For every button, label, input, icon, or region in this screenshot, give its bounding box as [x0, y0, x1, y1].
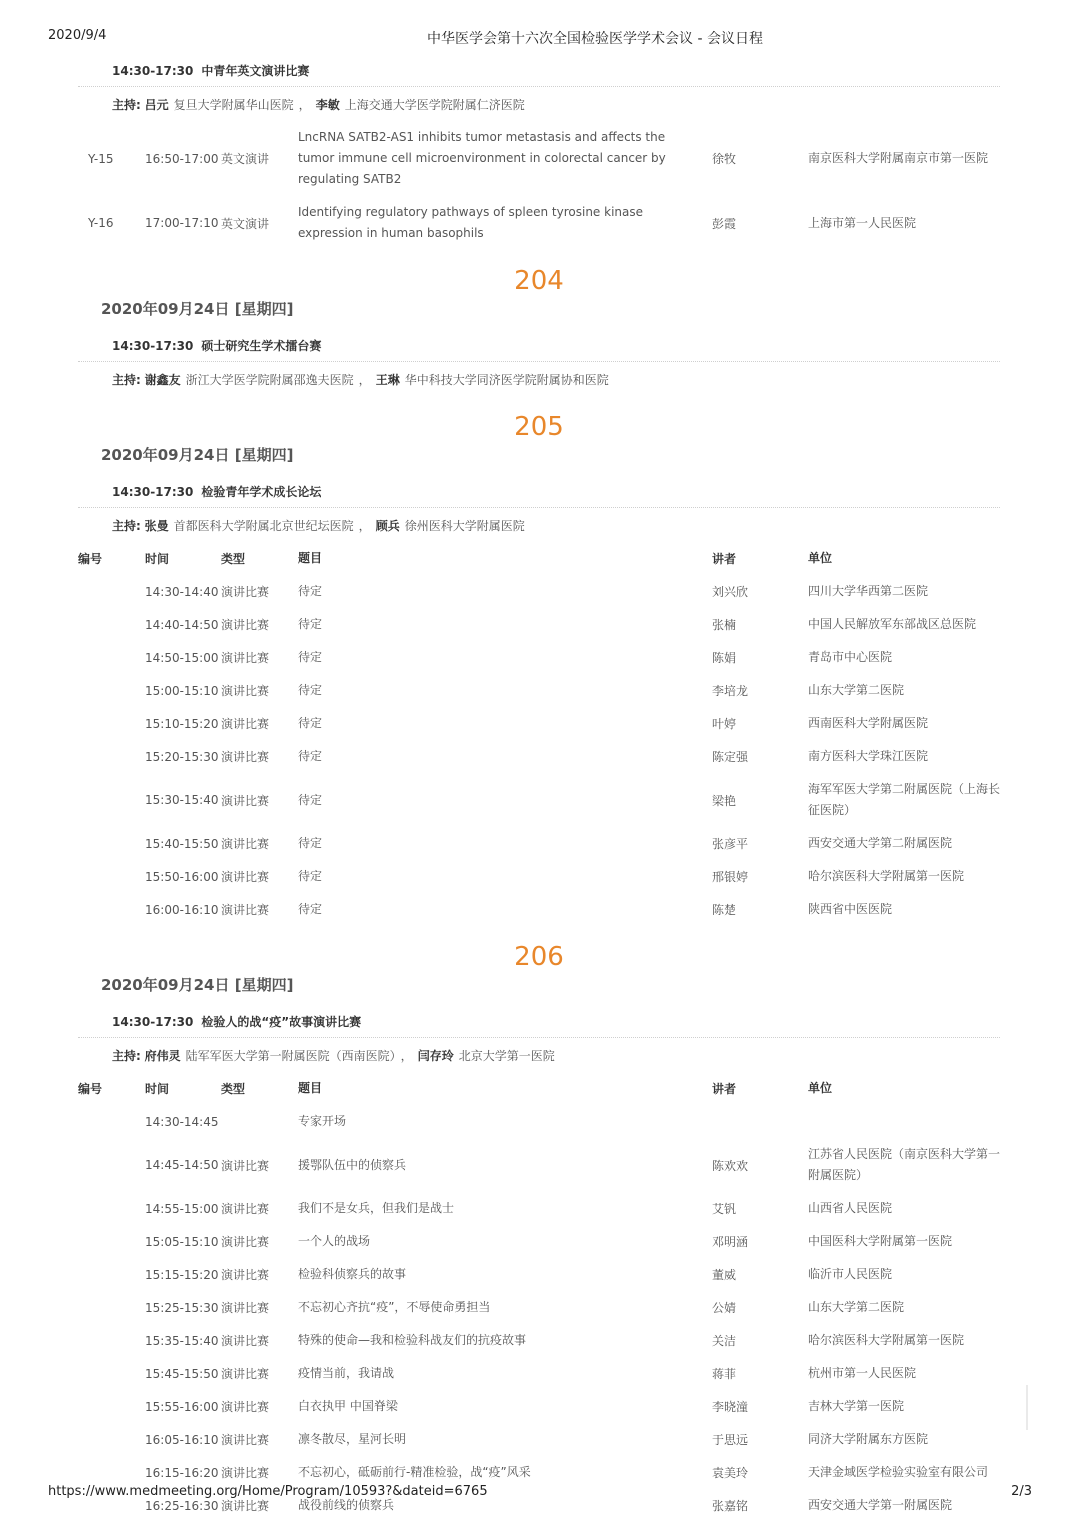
- cell-title: 待定: [298, 617, 323, 631]
- cell-time: 14:55-15:00: [145, 1201, 219, 1216]
- session-hosts: [78, 1038, 1000, 1072]
- session-name: 检验青年学术成长论坛: [201, 485, 322, 499]
- session-hosts: [78, 362, 1000, 396]
- cell-type: 演讲比赛: [221, 750, 270, 764]
- cell-unit: 南京医科大学附属南京市第一医院: [808, 151, 989, 165]
- column-header-unit: 单位: [808, 1081, 833, 1095]
- cell-type: 演讲比赛: [221, 1158, 270, 1173]
- cell-id: [78, 1423, 145, 1456]
- cell-id: [78, 1138, 145, 1192]
- cell-id: [78, 893, 145, 926]
- cell-type: 演讲比赛: [221, 1466, 270, 1480]
- host-name: 府伟灵: [144, 1049, 181, 1063]
- cell-unit: [808, 1105, 1000, 1138]
- table-row: [78, 196, 1000, 250]
- cell-time: 14:50-15:00: [145, 650, 219, 665]
- cell-speaker: 张彦平: [712, 837, 749, 851]
- cell-unit: 同济大学附属东方医院: [808, 1432, 929, 1446]
- cell-type: 演讲比赛: [221, 793, 270, 808]
- host-label: 主持:: [112, 98, 141, 112]
- cell-type: 演讲比赛: [221, 585, 270, 599]
- cell-time: 15:10-15:20: [145, 716, 219, 731]
- cell-speaker: 叶婷: [712, 717, 737, 731]
- cell-speaker: 陈楚: [712, 903, 737, 917]
- cell-time: 14:30-14:40: [145, 584, 219, 599]
- session-header: [78, 331, 1000, 362]
- cell-time: 14:30-14:45: [145, 1114, 219, 1129]
- cell-speaker: 关洁: [712, 1334, 737, 1348]
- cell-title: 待定: [298, 749, 323, 763]
- host-separator: ，: [298, 98, 311, 112]
- schedule-table: [78, 1072, 1000, 1522]
- cell-unit: 山西省人民医院: [808, 1201, 893, 1215]
- table-row: [78, 1192, 1000, 1225]
- cell-id: [78, 1357, 145, 1390]
- cell-type: 演讲比赛: [221, 870, 270, 884]
- cell-title: 我们不是女兵，但我们是战士: [298, 1201, 455, 1215]
- cell-time: 14:40-14:50: [145, 617, 219, 632]
- cell-speaker: 公婧: [712, 1301, 737, 1315]
- cell-id: [78, 1192, 145, 1225]
- session-name: 中青年英文演讲比赛: [201, 64, 310, 78]
- session-name: 检验人的战“疫”故事演讲比赛: [201, 1015, 362, 1029]
- host-label: 主持:: [112, 373, 141, 387]
- cell-type: 英文演讲: [221, 152, 270, 166]
- cell-title: 援鄂队伍中的侦察兵: [298, 1157, 407, 1172]
- cell-time: 15:05-15:10: [145, 1234, 219, 1249]
- host-org: 上海交通大学医学院附属仁济医院: [344, 98, 525, 112]
- cell-unit: 中国人民解放军东部战区总医院: [808, 617, 977, 631]
- cell-speaker: 邢银婷: [712, 870, 749, 884]
- cell-speaker: [712, 1105, 808, 1138]
- cell-id: [78, 740, 145, 773]
- cell-id: [78, 1291, 145, 1324]
- cell-time: 15:20-15:30: [145, 749, 219, 764]
- cell-unit: 陕西省中医医院: [808, 902, 893, 916]
- column-header-id: 编号: [78, 552, 103, 566]
- cell-speaker: 陈娟: [712, 651, 737, 665]
- cell-type: 演讲比赛: [221, 837, 270, 851]
- host-org: 复旦大学附属华山医院: [173, 98, 294, 112]
- cell-title: 待定: [298, 792, 323, 807]
- cell-title: 待定: [298, 869, 323, 883]
- table-header-row: [78, 542, 1000, 575]
- cell-type: 演讲比赛: [221, 1367, 270, 1381]
- host-org: 浙江大学医学院附属邵逸夫医院: [185, 373, 354, 387]
- column-header-title: 题目: [298, 551, 323, 565]
- cell-unit: 江苏省人民医院（南京医科大学第一附属医院）: [808, 1147, 1001, 1182]
- cell-unit: 南方医科大学珠江医院: [808, 749, 929, 763]
- cell-type: 演讲比赛: [221, 684, 270, 698]
- cell-unit: 西南医科大学附属医院: [808, 716, 929, 730]
- cell-type: 演讲比赛: [221, 651, 270, 665]
- host-name: 谢鑫友: [144, 373, 181, 387]
- column-header-id: 编号: [78, 1082, 103, 1096]
- cell-type: 演讲比赛: [221, 903, 270, 917]
- cell-speaker: 李晓潼: [712, 1400, 749, 1414]
- document-title: 中华医学会第十六次全国检验医学学术会议 - 会议日程: [427, 31, 763, 47]
- table-row: [78, 575, 1000, 608]
- cell-type: 演讲比赛: [221, 1235, 270, 1249]
- cell-type: 演讲比赛: [221, 717, 270, 731]
- cell-id: [78, 773, 145, 827]
- session-date: 2020年09月24日 [星期四]: [101, 300, 294, 318]
- session-time: 14:30-17:30: [112, 1015, 194, 1029]
- cell-id: Y-15: [88, 151, 114, 166]
- cell-type: 演讲比赛: [221, 1202, 270, 1216]
- host-name: 闫存玲: [417, 1049, 454, 1063]
- cell-speaker: 艾钒: [712, 1202, 737, 1216]
- cell-title: 不忘初心，砥砺前行-精准检验，战“疫”风采: [298, 1465, 531, 1479]
- cell-speaker: 陈定强: [712, 750, 749, 764]
- cell-id: [78, 860, 145, 893]
- cell-time: 15:35-15:40: [145, 1333, 219, 1348]
- cell-speaker: 邓明涵: [712, 1235, 749, 1249]
- cell-time: 16:25-16:30: [145, 1498, 219, 1513]
- session-header: [78, 1007, 1000, 1038]
- table-row: [78, 740, 1000, 773]
- scrollbar-mark: [1026, 1385, 1028, 1430]
- column-header-unit: 单位: [808, 551, 833, 565]
- table-row: [78, 1357, 1000, 1390]
- table-row: [78, 1138, 1000, 1192]
- cell-title: 待定: [298, 902, 323, 916]
- host-separator: ，: [358, 373, 371, 387]
- cell-speaker: 于思远: [712, 1433, 749, 1447]
- table-row: [78, 893, 1000, 926]
- cell-id: Y-16: [88, 216, 114, 230]
- host-label: 主持:: [112, 519, 141, 533]
- column-header-type: 类型: [221, 552, 246, 566]
- print-date: 2020/9/4: [48, 28, 107, 43]
- host-name: 顾兵: [375, 519, 400, 533]
- cell-time: 15:15-15:20: [145, 1267, 219, 1282]
- cell-title: 待定: [298, 650, 323, 664]
- session-time: 14:30-17:30: [112, 64, 194, 78]
- cell-time: 14:45-14:50: [145, 1158, 219, 1172]
- cell-title: LncRNA SATB2-AS1 inhibits tumor metastasis and affects the tumor immune cell microenvironment in colorectal cancer by regulating SATB2: [298, 130, 666, 186]
- host-org: 华中科技大学同济医学院附属协和医院: [404, 373, 609, 387]
- cell-speaker: 袁美玲: [712, 1466, 749, 1480]
- cell-type: 演讲比赛: [221, 1334, 270, 1348]
- cell-unit: 天津金域医学检验实验室有限公司: [808, 1465, 989, 1479]
- schedule-table: [78, 121, 1000, 250]
- page-url[interactable]: https://www.medmeeting.org/Home/Program/10593?&dateid=6765: [48, 1484, 488, 1499]
- cell-time: 15:45-15:50: [145, 1366, 219, 1381]
- cell-title: 专家开场: [298, 1114, 347, 1128]
- session-hosts: [78, 87, 1000, 121]
- cell-unit: 中国医科大学附属第一医院: [808, 1234, 953, 1248]
- cell-time: 16:50-17:00: [145, 151, 219, 166]
- cell-id: [78, 674, 145, 707]
- table-row: [78, 674, 1000, 707]
- cell-type: 演讲比赛: [221, 1400, 270, 1414]
- session-time: 14:30-17:30: [112, 485, 194, 499]
- cell-unit: 青岛市中心医院: [808, 650, 893, 664]
- cell-id: [78, 1258, 145, 1291]
- cell-type: 英文演讲: [221, 216, 270, 231]
- cell-speaker: 刘兴欣: [712, 585, 749, 599]
- host-name: 李敏: [315, 98, 340, 112]
- host-label: 主持:: [112, 1049, 141, 1063]
- cell-time: 15:00-15:10: [145, 683, 219, 698]
- room-number: 204: [514, 266, 564, 296]
- room-number: 206: [514, 942, 564, 972]
- cell-time: 17:00-17:10: [145, 216, 219, 230]
- cell-id: [78, 575, 145, 608]
- session-date: 2020年09月24日 [星期四]: [101, 976, 294, 994]
- cell-title: 特殊的使命—我和检验科战友们的抗疫故事: [298, 1333, 527, 1347]
- column-header-speaker: 讲者: [712, 552, 737, 566]
- cell-time: 15:55-16:00: [145, 1399, 219, 1414]
- cell-unit: 西安交通大学第二附属医院: [808, 836, 953, 850]
- session-hosts: [78, 508, 1000, 542]
- cell-unit: 吉林大学第一医院: [808, 1399, 905, 1413]
- cell-speaker: 梁艳: [712, 793, 737, 808]
- cell-speaker: 张楠: [712, 618, 737, 632]
- column-header-time: 时间: [145, 1082, 170, 1096]
- cell-title: 检验科侦察兵的故事: [298, 1267, 407, 1281]
- cell-speaker: 陈欢欢: [712, 1158, 749, 1173]
- table-row: [78, 707, 1000, 740]
- table-row: [78, 1324, 1000, 1357]
- cell-time: 15:50-16:00: [145, 869, 219, 884]
- table-row: [78, 773, 1000, 827]
- host-name: 张曼: [144, 519, 169, 533]
- column-header-title: 题目: [298, 1081, 323, 1095]
- cell-id: [78, 1390, 145, 1423]
- cell-type: 演讲比赛: [221, 618, 270, 632]
- host-separator: ，: [358, 519, 371, 533]
- cell-id: [78, 827, 145, 860]
- host-org: 徐州医科大学附属医院: [404, 519, 525, 533]
- table-row: [78, 860, 1000, 893]
- cell-speaker: 张嘉铭: [712, 1499, 749, 1513]
- cell-speaker: 李培龙: [712, 684, 749, 698]
- session-header: [78, 56, 1000, 87]
- cell-type: 演讲比赛: [221, 1433, 270, 1447]
- table-row: [78, 121, 1000, 196]
- table-row: [78, 1291, 1000, 1324]
- cell-id: [78, 1225, 145, 1258]
- host-org: 北京大学第一医院: [458, 1049, 555, 1063]
- table-row: [78, 608, 1000, 641]
- table-row: [78, 827, 1000, 860]
- cell-title: 不忘初心齐抗“疫”，不辱使命勇担当: [298, 1300, 491, 1314]
- cell-title: 白衣执甲 中国脊梁: [298, 1399, 398, 1413]
- cell-speaker: 彭霞: [712, 216, 737, 231]
- cell-unit: 山东大学第二医院: [808, 683, 905, 697]
- cell-id: [78, 608, 145, 641]
- cell-title: 待定: [298, 836, 323, 850]
- cell-id: [78, 1324, 145, 1357]
- cell-time: 15:40-15:50: [145, 836, 219, 851]
- table-row: [78, 1390, 1000, 1423]
- host-name: 王琳: [375, 373, 400, 387]
- cell-title: 疫情当前，我请战: [298, 1366, 395, 1380]
- cell-title: 待定: [298, 683, 323, 697]
- column-header-speaker: 讲者: [712, 1082, 737, 1096]
- cell-unit: 临沂市人民医院: [808, 1267, 893, 1281]
- session-date: 2020年09月24日 [星期四]: [101, 446, 294, 464]
- cell-title: 凛冬散尽，星河长明: [298, 1432, 407, 1446]
- cell-id: [78, 1105, 145, 1138]
- host-name: 吕元: [144, 98, 169, 112]
- cell-title: 待定: [298, 716, 323, 730]
- session-name: 硕士研究生学术擂台赛: [201, 339, 322, 353]
- column-header-type: 类型: [221, 1082, 246, 1096]
- table-row: [78, 641, 1000, 674]
- cell-unit: 四川大学华西第二医院: [808, 584, 929, 598]
- cell-type: 演讲比赛: [221, 1301, 270, 1315]
- page-number: 2/3: [1011, 1484, 1032, 1499]
- cell-id: [78, 707, 145, 740]
- cell-type: 演讲比赛: [221, 1268, 270, 1282]
- cell-type: 演讲比赛: [221, 1499, 270, 1513]
- table-row: [78, 1258, 1000, 1291]
- room-number: 205: [514, 412, 564, 442]
- cell-title: 待定: [298, 584, 323, 598]
- cell-unit: 杭州市第一人民医院: [808, 1366, 917, 1380]
- cell-unit: 山东大学第二医院: [808, 1300, 905, 1314]
- cell-unit: 上海市第一人民医院: [808, 215, 917, 230]
- table-row: [78, 1105, 1000, 1138]
- cell-unit: 西安交通大学第一附属医院: [808, 1498, 953, 1512]
- cell-time: 15:25-15:30: [145, 1300, 219, 1315]
- cell-time: 16:15-16:20: [145, 1465, 219, 1480]
- cell-speaker: 蒋菲: [712, 1367, 737, 1381]
- table-row: [78, 1225, 1000, 1258]
- session-header: [78, 477, 1000, 508]
- cell-speaker: 董威: [712, 1268, 737, 1282]
- cell-title: Identifying regulatory pathways of spleen tyrosine kinase expression in human basophils: [298, 205, 643, 240]
- cell-speaker: 徐牧: [712, 152, 737, 166]
- cell-unit: 哈尔滨医科大学附属第一医院: [808, 1333, 965, 1347]
- host-org: 陆军军医大学第一附属医院（西南医院）: [185, 1049, 396, 1063]
- table-header-row: [78, 1072, 1000, 1105]
- cell-unit: 哈尔滨医科大学附属第一医院: [808, 869, 965, 883]
- table-row: [78, 1423, 1000, 1456]
- column-header-time: 时间: [145, 552, 170, 566]
- cell-title: 一个人的战场: [298, 1234, 371, 1248]
- program-content: [78, 56, 1000, 1522]
- host-org: 首都医科大学附属北京世纪坛医院: [173, 519, 354, 533]
- cell-title: 战役前线的侦察兵: [298, 1498, 395, 1512]
- cell-time: 16:00-16:10: [145, 902, 219, 917]
- session-time: 14:30-17:30: [112, 339, 194, 353]
- schedule-table: [78, 542, 1000, 926]
- cell-time: 15:30-15:40: [145, 793, 219, 807]
- cell-type: [221, 1105, 298, 1138]
- cell-time: 16:05-16:10: [145, 1432, 219, 1447]
- cell-unit: 海军军医大学第二附属医院（上海长征医院）: [808, 782, 1001, 817]
- host-separator: ，: [400, 1049, 413, 1063]
- cell-id: [78, 641, 145, 674]
